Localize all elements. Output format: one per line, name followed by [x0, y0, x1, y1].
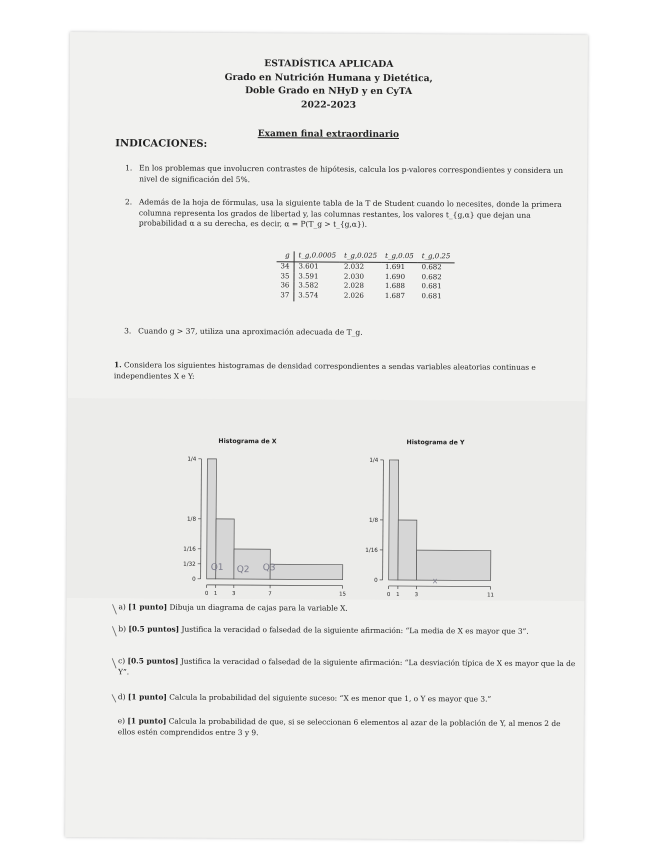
- part-b-text: Justifica la veracidad o falsedad de la siguiente afirmación: “La media de X es mayor que 3”.: [181, 624, 529, 636]
- t-table-row: [276, 291, 454, 302]
- t-table-cell: 34: [277, 262, 294, 272]
- part-c: [118, 656, 578, 680]
- problem-1-text: Considera los siguientes histogramas de densidad correspondientes a sendas variables aleatorias continuas e independientes X e Y:: [113, 360, 536, 381]
- part-b-label: b): [118, 624, 127, 634]
- histogram-bar: [207, 459, 217, 579]
- indication-1-text: En los problemas que involucren contrastes de hipótesis, calcula los p-valores correspondientes y considera un nivel de significación del 5%.: [139, 163, 564, 184]
- t-table-row: [277, 262, 455, 273]
- margin-checkmarks: [110, 602, 126, 742]
- t-table-cell: 0.681: [421, 292, 442, 301]
- degree-line-2: Doble Grado en NHyD y en CyTA: [245, 85, 413, 98]
- y-tick-label: 1/16: [365, 547, 378, 554]
- x-tick-label: 1: [213, 590, 218, 597]
- t-table-cell: 1.687: [384, 292, 405, 301]
- indications-title: INDICACIONES:: [115, 138, 208, 150]
- y-tick-label: 1/8: [368, 517, 379, 524]
- part-e-label: e): [117, 716, 126, 726]
- part-e: [118, 716, 578, 740]
- indication-3-num: 3.: [124, 326, 132, 336]
- check-mark-d: [112, 694, 116, 702]
- part-c-points: [0.5 puntos]: [127, 656, 179, 666]
- x-tick-label: 15: [339, 591, 347, 598]
- indication-2-num: 2.: [124, 197, 133, 207]
- t-table-header-1: t_g,0.0005: [294, 251, 340, 262]
- histogram-bar: [416, 550, 490, 580]
- x-tick-label: 11: [487, 592, 495, 599]
- t-table-header-row: [277, 251, 455, 262]
- chart-title: Histograma de Y: [406, 439, 465, 447]
- exam-title: Examen final extraordinario: [257, 129, 400, 141]
- indication-2-text: Además de la hoja de fórmulas, usa la siguiente tabla de la T de Student cuando lo necesites, donde la primera columna representa los grados de libertad y, las columnas restantes, los valores t_{g,α} que dejan una probabilidad α a su derecha, es decir, α = P(T_g > t_{g,α}).: [138, 197, 562, 229]
- part-c-text: Justifica la veracidad o falsedad de la siguiente afirmación: “La desviación típica de X es mayor que la de Y”.: [118, 656, 576, 676]
- t-table-header-2: t_g,0.025: [340, 252, 381, 263]
- t-table-cell: 2.032: [343, 262, 365, 271]
- histogram-bar: [398, 520, 417, 580]
- part-e-text: Calcula la probabilidad de que, si se seleccionan 6 elementos al azar de la población de Y, al menos 2 de ellos estén comprendidos entre 3 y 9.: [117, 716, 561, 737]
- t-table-cell: 3.582: [298, 281, 319, 290]
- y-tick-label: 0: [374, 577, 378, 584]
- y-tick-label: 1/32: [183, 561, 196, 568]
- part-b: [118, 624, 578, 637]
- t-table-cell: 1.690: [384, 272, 406, 281]
- t-table-cell: 2.030: [343, 272, 365, 281]
- x-tick-label: 1: [396, 592, 400, 599]
- part-d-points: [1 punto]: [127, 692, 167, 702]
- academic-year: 2022-2023: [301, 99, 357, 111]
- histogram-bar: [389, 460, 399, 580]
- course-title: ESTADÍSTICA APLICADA: [264, 58, 394, 70]
- y-tick-label: 1/8: [186, 516, 197, 523]
- part-e-points: [1 punto]: [127, 716, 167, 726]
- indication-1-num: 1.: [125, 163, 133, 173]
- y-tick-label: 1/16: [183, 546, 196, 553]
- x-tick-label: 3: [414, 592, 419, 599]
- t-student-table: [276, 251, 454, 302]
- y-tick-label: 0: [192, 576, 196, 583]
- part-a-text: Dibuja un diagrama de cajas para la variable X.: [169, 602, 348, 613]
- part-d-label: d): [117, 692, 126, 702]
- t-table-cell: 2.028: [343, 282, 364, 291]
- t-table-cell: 0.682: [421, 262, 442, 272]
- t-table-cell: 36: [276, 282, 293, 292]
- problem-1-num: 1.: [113, 360, 122, 370]
- indication-3-text: Cuando g > 37, utiliza una aproximación adecuada de T_g.: [138, 326, 363, 337]
- t-table-cell: 35: [276, 272, 293, 282]
- t-table-header-3: t_g,0.05: [381, 252, 418, 263]
- t-table-cell: 1.688: [384, 282, 406, 291]
- histograms-figure: [67, 398, 586, 601]
- handwritten-q1: Q1: [210, 562, 224, 573]
- degree-line-1: Grado en Nutrición Humana y Dietética,: [224, 71, 433, 85]
- chart-title: Histograma de X: [218, 437, 277, 446]
- part-a-label: a): [118, 602, 126, 612]
- t-table-header-g: g: [277, 251, 294, 261]
- part-a-points: [1 punto]: [128, 602, 168, 612]
- handwritten-q2: Q2: [236, 565, 250, 576]
- x-tick-label: 3: [232, 591, 236, 598]
- part-d: [118, 692, 578, 705]
- exam-sheet: [65, 32, 588, 840]
- t-table-cell: 2.026: [343, 291, 364, 300]
- x-tick-label: 0: [204, 590, 209, 597]
- handwritten-q3: Q3: [262, 563, 276, 574]
- problem-1-statement: [114, 360, 580, 384]
- check-mark-a: [112, 604, 116, 614]
- check-mark-c: [112, 658, 116, 668]
- y-tick-label: 1/4: [187, 456, 197, 463]
- handwritten-x: x: [432, 576, 438, 586]
- t-table-cell: 37: [276, 291, 293, 301]
- part-b-points: [0.5 puntos]: [128, 624, 180, 634]
- y-tick-label: 1/4: [369, 457, 379, 464]
- t-table-header-4: t_g,0.25: [418, 252, 455, 263]
- part-c-label: c): [118, 656, 126, 666]
- x-tick-label: 7: [268, 591, 272, 598]
- part-a: [118, 602, 578, 615]
- t-table-cell: 3.591: [298, 271, 319, 281]
- t-table-cell: 0.681: [421, 282, 442, 291]
- t-table-cell: 3.574: [298, 291, 319, 300]
- x-tick-label: 0: [386, 591, 391, 598]
- t-table-cell: 0.682: [421, 272, 442, 281]
- t-table-cell: 1.691: [385, 262, 406, 271]
- check-mark-b: [112, 626, 116, 636]
- part-d-text: Calcula la probabilidad del siguiente suceso: “X es menor que 1, o Y es mayor que 3.”: [169, 692, 492, 704]
- histogram-bar: [270, 564, 343, 579]
- t-table-cell: 3.601: [298, 262, 319, 271]
